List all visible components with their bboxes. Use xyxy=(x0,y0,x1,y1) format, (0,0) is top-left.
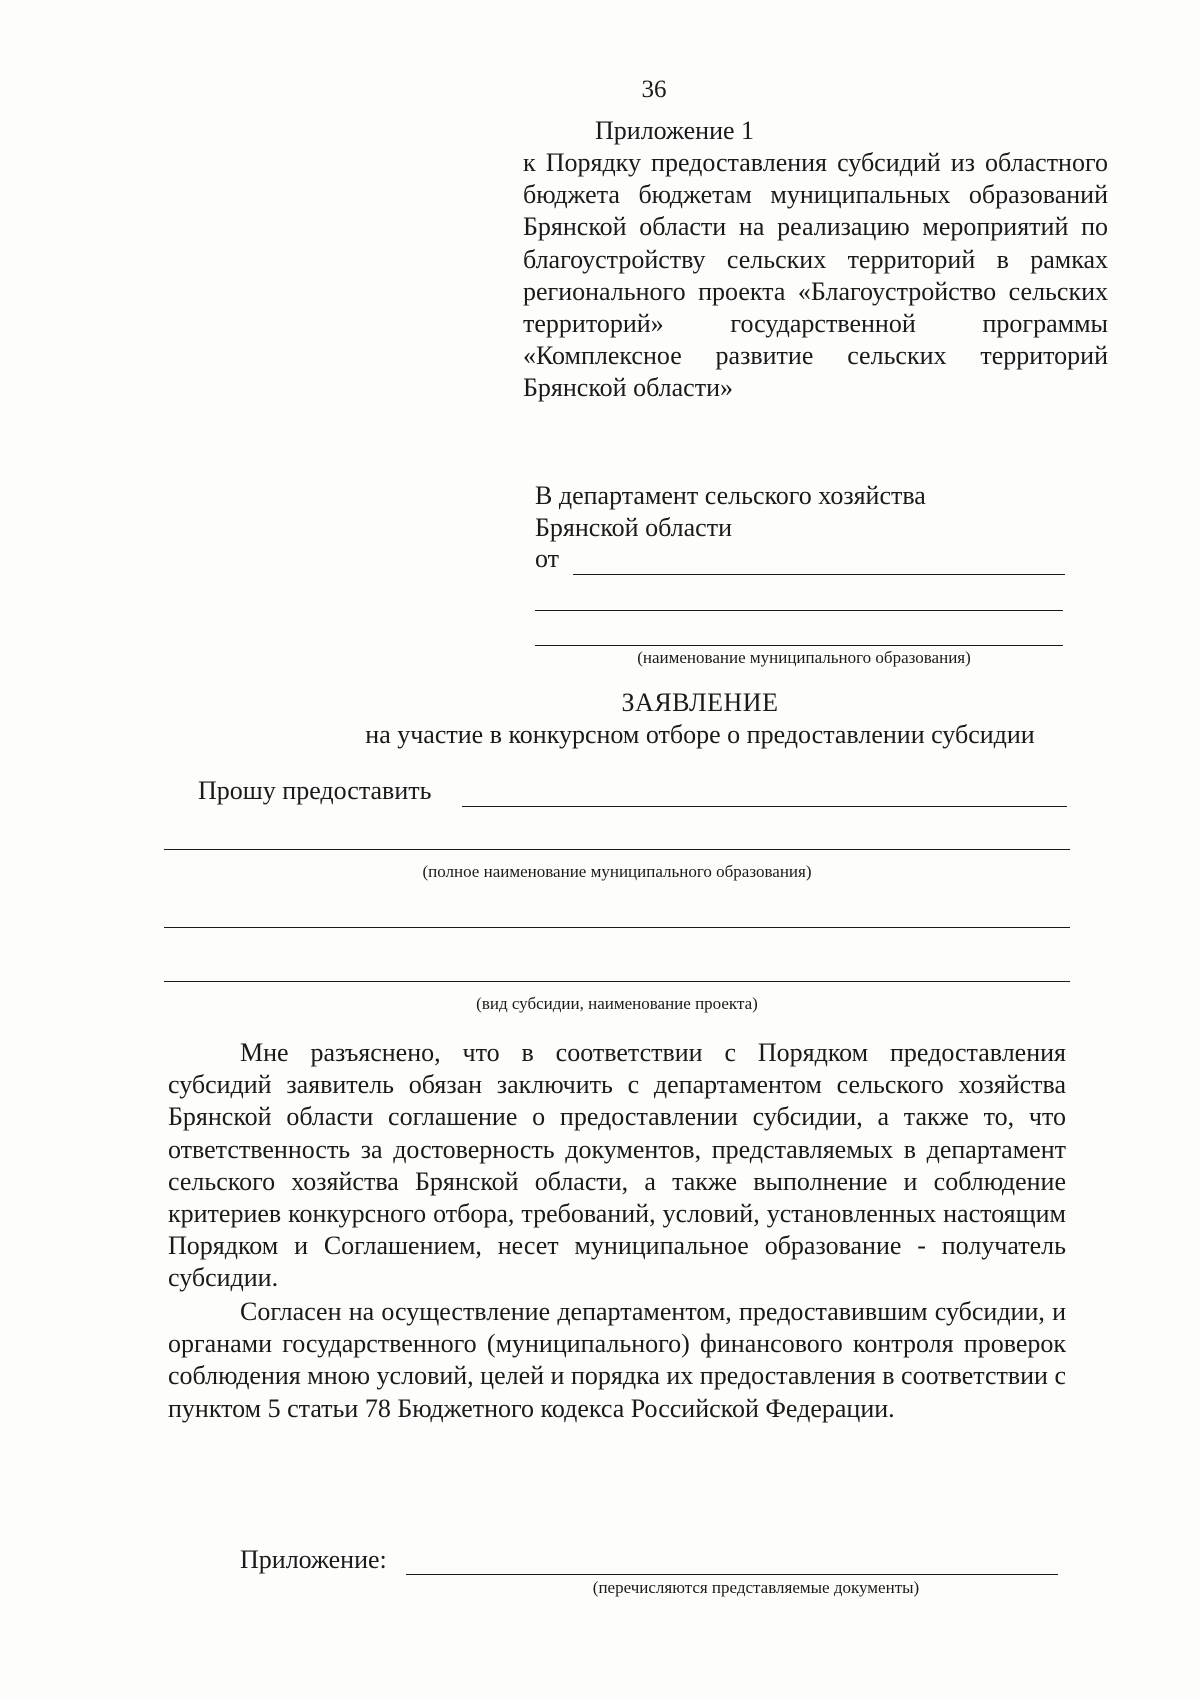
from-input-line-2[interactable] xyxy=(535,610,1063,611)
request-input-line-1[interactable] xyxy=(462,806,1067,807)
attachment-label: Приложение: xyxy=(240,1545,387,1574)
request-input-line-4[interactable] xyxy=(164,981,1070,982)
request-input-line-3[interactable] xyxy=(164,927,1070,928)
request-input-line-2[interactable] xyxy=(164,849,1070,850)
from-row xyxy=(535,544,1065,576)
annex-reference: к Порядку предоставления субсидий из областного бюджета бюджетам муниципальных образований Брянской области на реализацию мероприятий по благоустройству сельских территорий в рамках регионального проекта «Благоустройство сельских территорий» государственной программы «Комплексное развитие сельских территорий Брянской области» xyxy=(523,148,1108,403)
addressee-line-2: Брянской области xyxy=(535,513,732,542)
from-label: от xyxy=(535,544,560,573)
attachment-caption: (перечисляются представляемые документы) xyxy=(592,1578,920,1597)
from-input-line-1[interactable] xyxy=(573,574,1065,575)
addressee-block xyxy=(535,480,926,544)
full-name-caption: (полное наименование муниципального образования) xyxy=(422,862,812,881)
addressee-line-1: В департамент сельского хозяйства xyxy=(535,481,926,510)
from-input-line-3[interactable] xyxy=(535,645,1063,646)
paragraph-consent: Согласен на осуществление департаментом, предоставившим субсидии, и органами государственного (муниципального) финансового контроля проверок соблюдения мною условий, целей и порядка их предоставления в соответствии с пунктом 5 статьи 78 Бюджетного кодекса Российской Федерации. xyxy=(168,1297,1066,1423)
attachment-input-line[interactable] xyxy=(406,1574,1058,1575)
application-subtitle: на участие в конкурсном отборе о предоставлении субсидии xyxy=(365,720,1035,749)
application-title: ЗАЯВЛЕНИЕ xyxy=(621,688,779,717)
municipality-caption: (наименование муниципального образования) xyxy=(637,648,971,667)
page-number: 36 xyxy=(641,76,667,103)
paragraph-explanation: Мне разъяснено, что в соответствии с Порядком предоставления субсидий заявитель обязан заключить с департаментом сельского хозяйства Брянской области соглашение о предоставлении субсидии, а также то, что ответственность за достоверность документов, представляемых в департамент сельского хозяйства Брянской области, а также выполнение и соблюдение критериев конкурсного отбора, требований, условий, установленных настоящим Порядком и Соглашением, несет муниципальное образование - получатель субсидии. xyxy=(168,1038,1066,1293)
request-label: Прошу предоставить xyxy=(198,776,432,805)
annex-title: Приложение 1 xyxy=(595,116,755,145)
subsidy-caption: (вид субсидии, наименование проекта) xyxy=(476,994,758,1013)
